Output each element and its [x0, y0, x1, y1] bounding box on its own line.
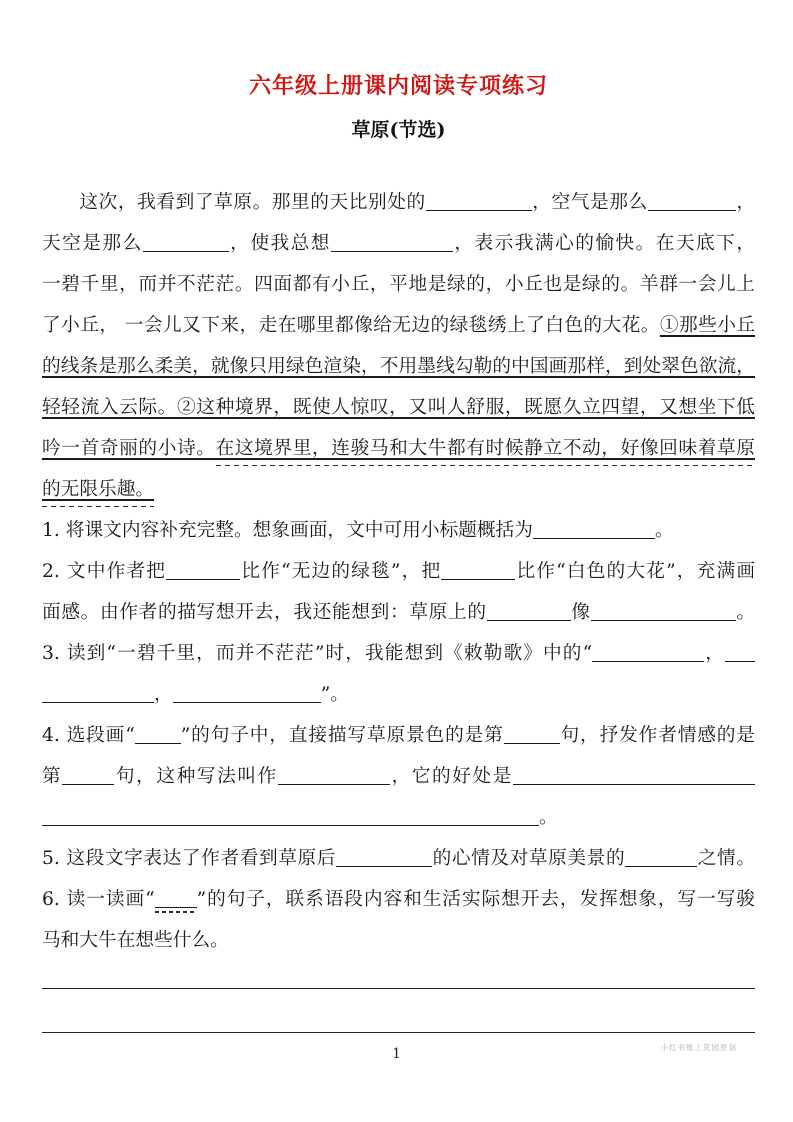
wavy-line-mark: [155, 895, 197, 908]
question-4-line-2: [42, 756, 755, 797]
question-6-line-2: [42, 920, 755, 961]
page-title: 六年级上册课内阅读专项练习: [248, 73, 548, 99]
blank-underline: [331, 235, 453, 252]
text-segment: ，表示我满心的愉快。在天底下，: [452, 233, 756, 254]
blank-underline: [166, 563, 240, 580]
blank-underline: [591, 604, 736, 621]
text-segment: 5. 这段文字表达了作者看到草原后: [42, 848, 337, 869]
text-segment: 。: [654, 520, 674, 541]
blank-underline: [625, 850, 697, 867]
text-segment: 1. 将课文内容补充完整。想象画面，文中可用小标题概括为: [42, 520, 533, 541]
text-segment: ，空气是那么: [531, 192, 648, 213]
answer-rule-line: [42, 961, 755, 989]
text-segment: 句，这种写法叫作: [114, 766, 278, 787]
text-segment: 比作“白色的大花”，充满画: [515, 561, 756, 582]
blank-underline: [533, 522, 655, 539]
text-segment: 马和大牛在想些什么。: [42, 930, 229, 951]
text-segment: 第: [42, 766, 63, 787]
blank-underline: [42, 686, 154, 703]
blank-underline: [42, 809, 539, 826]
text-segment: 这次，我看到了草原。那里的天比别处的: [79, 192, 426, 213]
blank-underline: [426, 194, 532, 211]
blank-underline: [487, 604, 571, 621]
text-segment: ，它的好处是: [389, 766, 514, 787]
underlined-sentence: ①那些小丘: [659, 315, 755, 336]
text-segment: ，: [154, 684, 173, 705]
passage-line-3: [42, 264, 755, 305]
blank-underline: [513, 768, 755, 785]
blank-underline: [504, 727, 560, 744]
text-segment: 一碧千里，而并不茫茫。四面都有小丘，平地是绿的，小丘也是绿的。羊群一会儿上: [42, 274, 755, 295]
underlined-sentence: 的线条是那么柔美，就像只用绿色渲染，不用墨线勾勒的中国画那样，到处翠色欲流，: [42, 356, 755, 377]
passage-line-8: [42, 469, 755, 510]
passage-line-7: [42, 428, 755, 469]
page-number: 1: [392, 1046, 401, 1062]
blank-underline: [173, 686, 321, 703]
text-segment: 之情。: [697, 848, 756, 869]
question-3-line-1: [42, 633, 755, 674]
underlined-sentence: 吟一首奇丽的小诗。: [42, 438, 216, 459]
text-segment: 的心情及对草原美景的: [432, 848, 626, 869]
text-segment: 3. 读到“一碧千里，而并不茫茫”时，我能想到《敕勒歌》中的“: [42, 643, 593, 664]
question-4-line-3: [42, 797, 755, 838]
blank-underline: [725, 645, 755, 662]
blank-underline: [62, 768, 114, 785]
passage-title: 草原(节选): [351, 119, 446, 141]
question-6-line-1: [42, 879, 755, 920]
wavy-underlined-sentence: 的无限乐趣。: [42, 479, 154, 507]
question-3-line-2: [42, 674, 755, 715]
text-segment: ”。: [320, 684, 349, 705]
text-segment: ，使我总想: [228, 233, 331, 254]
text-segment: 。: [735, 602, 756, 623]
blank-underline: [135, 727, 181, 744]
passage-line-5: [42, 346, 755, 387]
watermark: 小红书账上花园原创: [660, 1043, 737, 1052]
passage-line-4: [42, 305, 755, 346]
question-2-line-1: [42, 551, 755, 592]
question-5: [42, 838, 755, 879]
text-segment: 。: [539, 807, 558, 828]
text-segment: 比作“无边的绿毯”，把: [240, 561, 442, 582]
text-segment: 2. 文中作者把: [42, 561, 167, 582]
blank-underline: [592, 645, 704, 662]
blank-underline: [143, 235, 229, 252]
text-segment: 句，抒发作者情感的是: [559, 725, 755, 746]
answer-rule-line: [42, 989, 755, 1033]
text-segment: ”的句子，联系语段内容和生活实际想开去，发挥想象，写一写骏: [196, 889, 755, 910]
text-segment: 4. 选段画“: [42, 725, 135, 746]
text-segment: 6. 读一读画“: [42, 889, 155, 910]
answer-lines: [42, 961, 755, 1033]
blank-underline: [278, 768, 390, 785]
underlined-sentence: 轻轻流入云际。②这种境界，既使人惊叹，又叫人舒服，既愿久立四望，又想坐下低: [42, 397, 755, 418]
text-segment: 天空是那么: [42, 233, 143, 254]
text-segment: ，: [735, 192, 756, 213]
content-lines: [42, 182, 755, 961]
question-2-line-2: [42, 592, 755, 633]
text-segment: 像: [570, 602, 591, 623]
blank-underline: [648, 194, 736, 211]
text-segment: 了小丘， 一会儿又下来，走在哪里都像给无边的绿毯绣上了白色的大花。: [42, 315, 660, 336]
question-4-line-1: [42, 715, 755, 756]
passage-line-2: [42, 223, 755, 264]
wavy-underlined-sentence: 在这境界里，连骏马和大牛都有时候静立不动，好像回味着草原: [216, 438, 755, 466]
text-segment: ”的句子中，直接描写草原景色的是第: [180, 725, 504, 746]
blank-underline: [441, 563, 515, 580]
passage-line-1: [42, 182, 755, 223]
question-1: [42, 510, 755, 551]
text-segment: 面感。由作者的描写想开去，我还能想到：草原上的: [42, 602, 487, 623]
passage-line-6: [42, 387, 755, 428]
blank-underline: [336, 850, 432, 867]
text-segment: ，: [704, 643, 726, 664]
